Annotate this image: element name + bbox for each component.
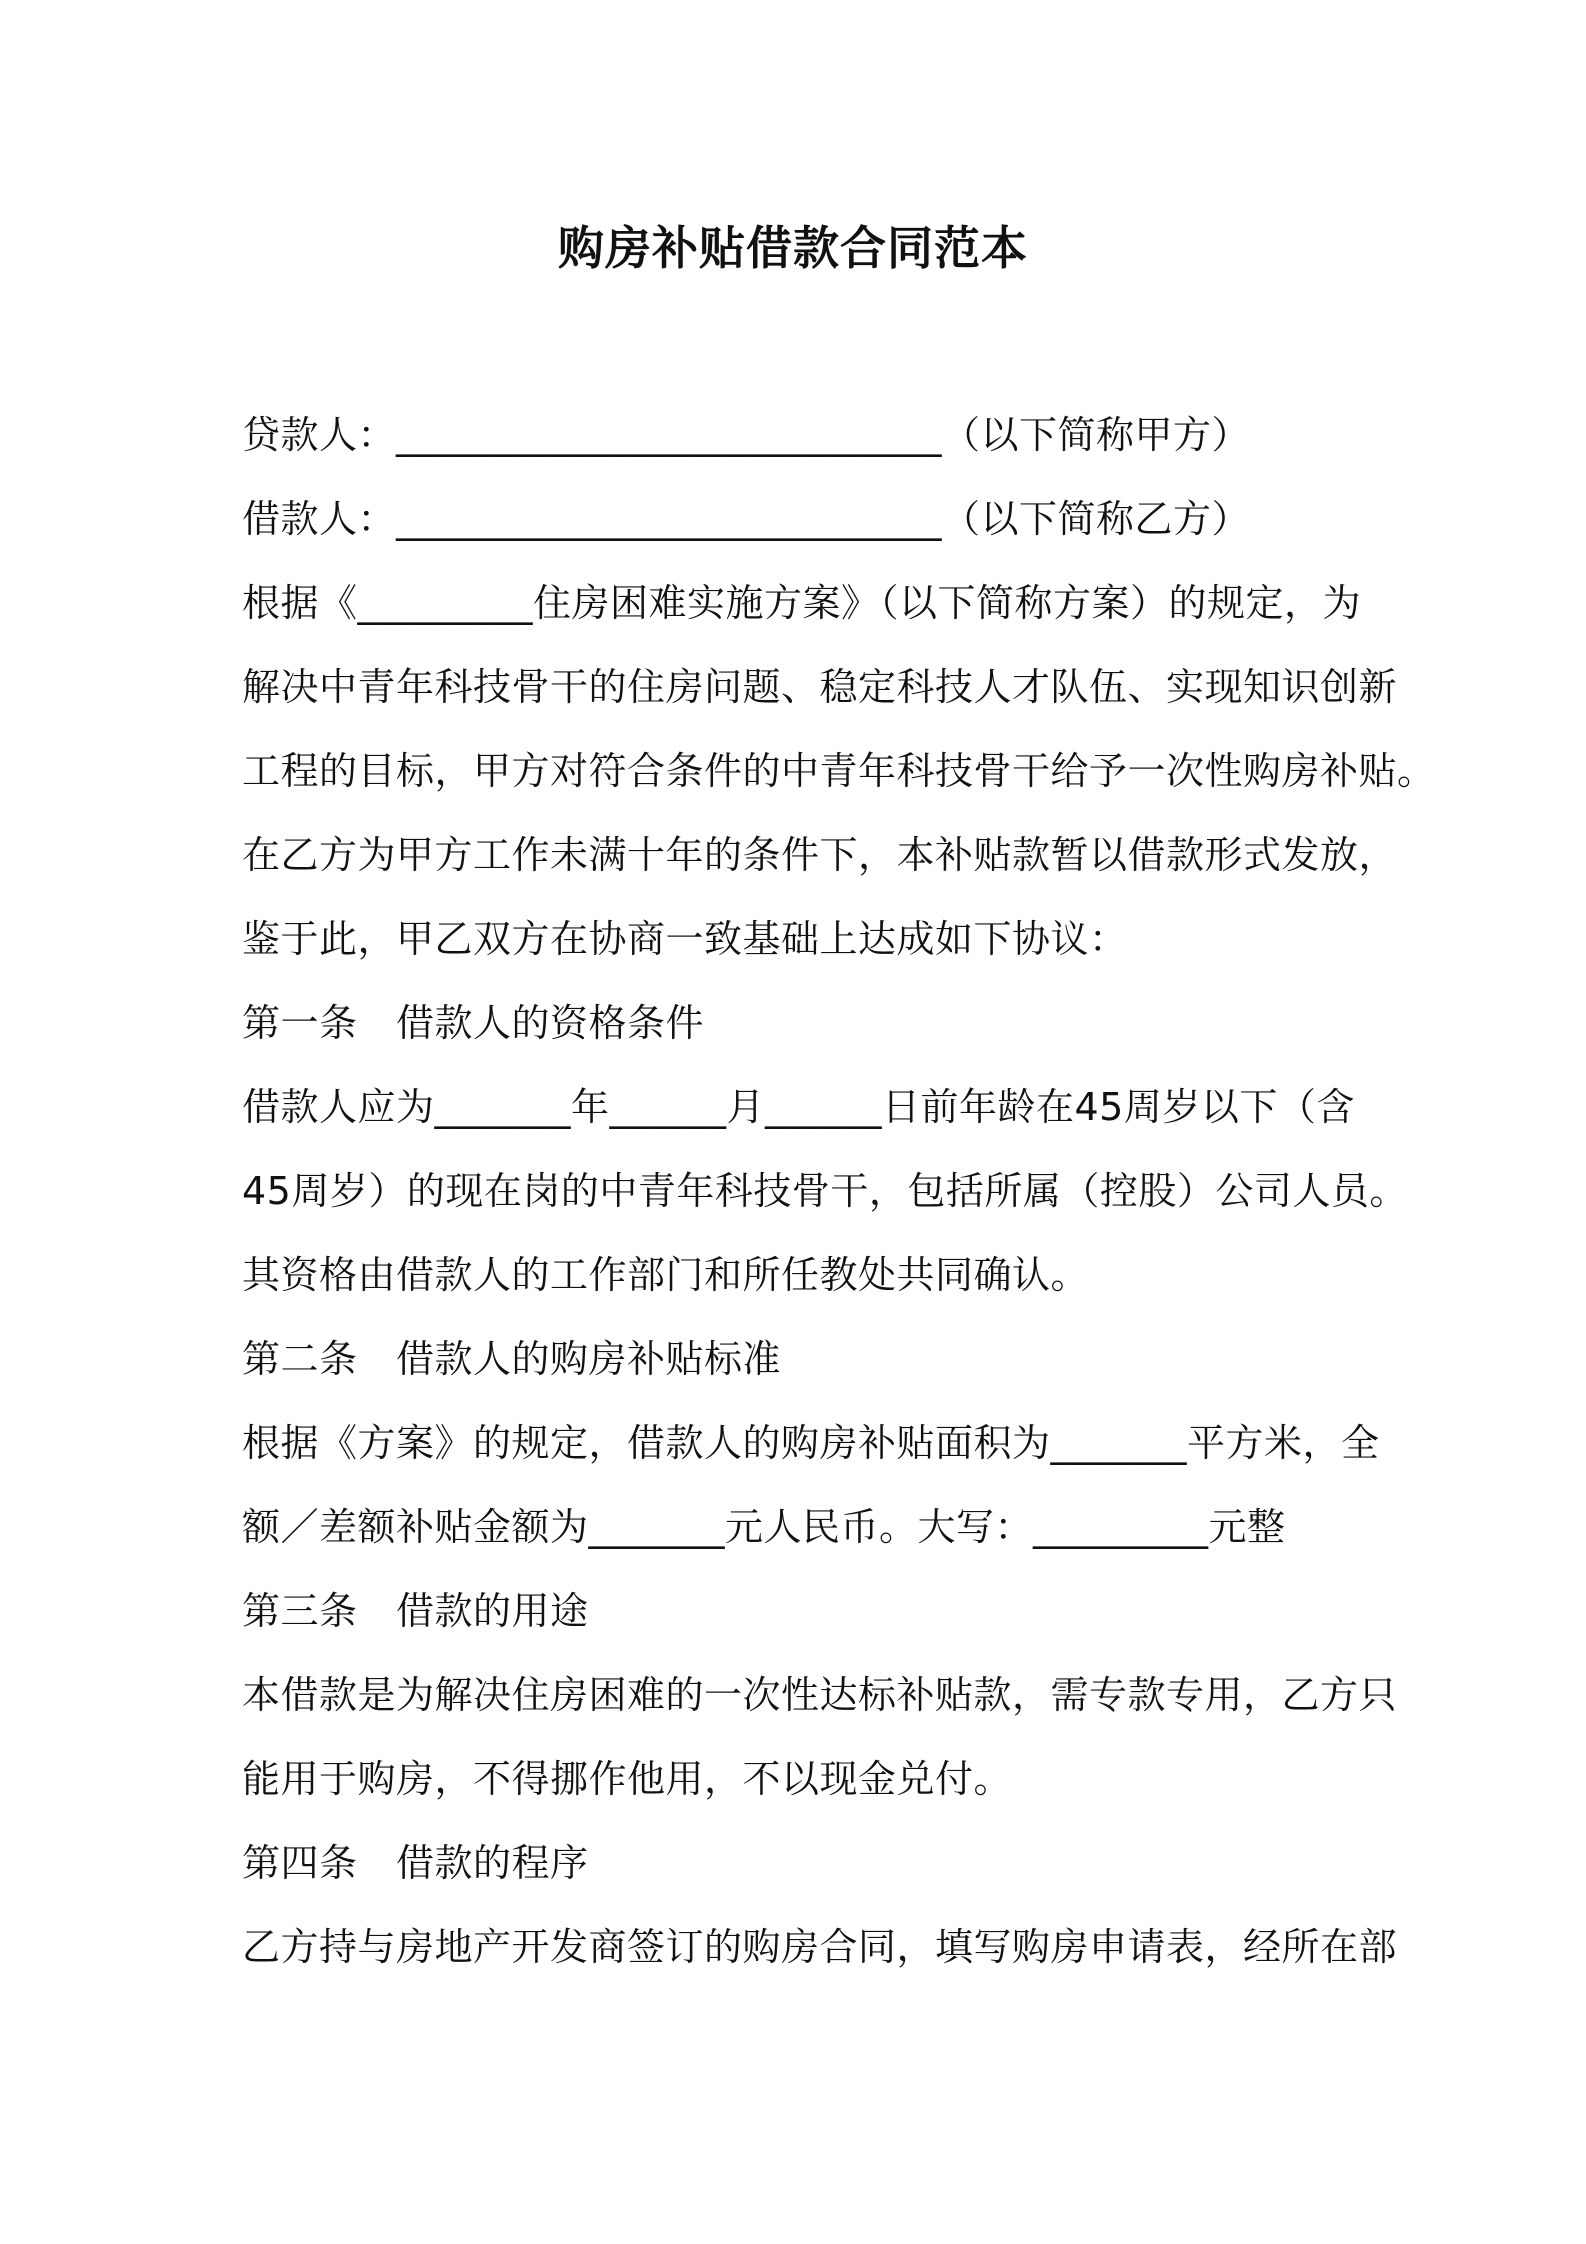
body-line: 其资格由借款人的工作部门和所任教处共同确认。 [242,1253,1090,1297]
body-line: 本借款是为解决住房困难的一次性达标补贴款，需专款专用，乙方只 [242,1673,1398,1717]
body-line: 鉴于此，甲乙双方在协商一致基础上达成如下协议： [242,917,1128,961]
body-line: 根据《_________住房困难实施方案》（以下简称方案）的规定，为 [242,581,1362,625]
article-heading-3: 第三条 借款的用途 [242,1589,589,1633]
body-line: 额／差额补贴金额为_______元人民币。大写：_________元整 [242,1505,1286,1549]
document-title: 购房补贴借款合同范本 [558,221,1028,275]
body-line: 解决中青年科技骨干的住房问题、稳定科技人才队伍、实现知识创新 [242,665,1398,709]
article-heading-1: 第一条 借款人的资格条件 [242,1001,705,1045]
borrower-line: 借款人：____________________________（以下简称乙方） [242,497,1251,541]
body-line: 45周岁）的现在岗的中青年科技骨干，包括所属（控股）公司人员。 [242,1169,1408,1213]
body-line: 在乙方为甲方工作未满十年的条件下，本补贴款暂以借款形式发放， [242,833,1398,877]
body-line: 能用于购房，不得挪作他用，不以现金兑付。 [242,1757,1013,1801]
lender-line: 贷款人：____________________________（以下简称甲方） [242,413,1251,457]
body-line: 工程的目标，甲方对符合条件的中青年科技骨干给予一次性购房补贴。 [242,749,1436,793]
article-heading-4: 第四条 借款的程序 [242,1841,589,1885]
body-line: 借款人应为_______年______月______日前年龄在45周岁以下（含 [242,1085,1355,1129]
body-line: 乙方持与房地产开发商签订的购房合同，填写购房申请表，经所在部 [242,1925,1398,1969]
article-heading-2: 第二条 借款人的购房补贴标准 [242,1337,782,1381]
body-line: 根据《方案》的规定，借款人的购房补贴面积为_______平方米，全 [242,1421,1380,1465]
